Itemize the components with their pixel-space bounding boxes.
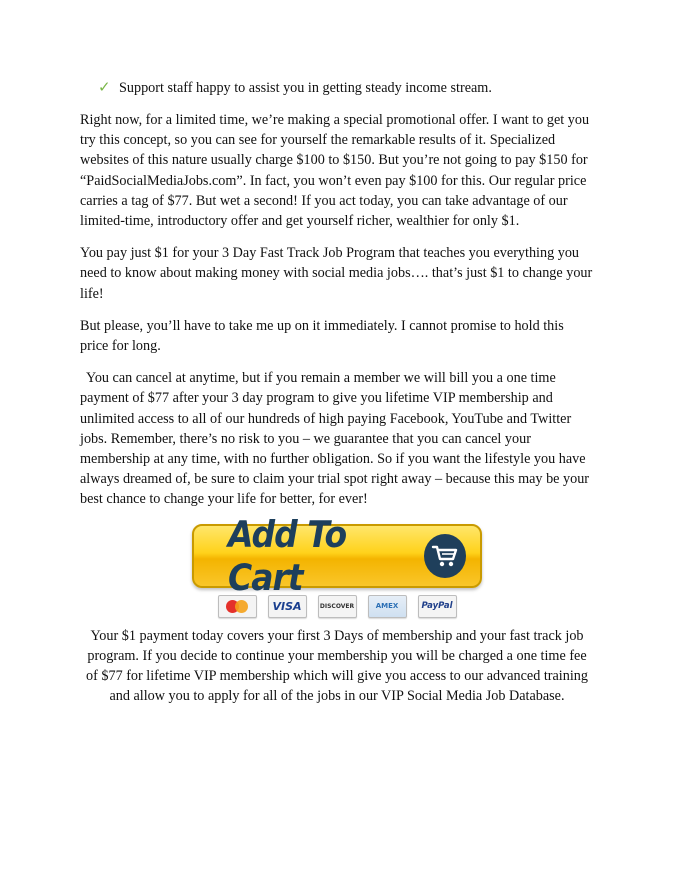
- add-to-cart-label: Add To Cart: [228, 512, 347, 599]
- visa-logo: VISA: [268, 595, 307, 618]
- shopping-cart-icon: [424, 534, 466, 578]
- urgency-paragraph: But please, you’ll have to take me up on it immediately. I cannot promise to hold this price for long.: [80, 317, 564, 355]
- amex-logo: AMEX: [368, 595, 407, 618]
- price-paragraph: You pay just $1 for your 3 Day Fast Track Job Program that teaches you everything you need to know about making money with social media jobs…. that’s just $1 to change your life!: [80, 245, 593, 302]
- paypal-logo: PayPal: [418, 595, 457, 618]
- membership-terms-paragraph: Your $1 payment today covers your first 3 Days of membership and your fast track job program. If you decide to continue your membership you will be charged a one time fee of $77 for lifetime VIP membership which will give you access to our advanced training and allow you to apply for all of the jobs in our VIP Social Media Job Database.: [86, 627, 588, 705]
- add-to-cart-section: [80, 512, 594, 618]
- checkmark-icon: ✓: [98, 80, 111, 96]
- discover-logo: DISCOVER: [318, 595, 357, 618]
- document-page: [80, 78, 594, 718]
- add-to-cart-button[interactable]: [192, 512, 482, 599]
- offer-paragraph: Right now, for a limited time, we’re making a special promotional offer. I want to get you try this concept, so you can see for yourself the remarkable results of it. Specialized websites of this nature usually charge $100 to $150. But you’re not going to pay $150 for “PaidSocialMediaJobs.com”. In fact, you won’t even pay $100 for this. Our regular price carries a tag of $77. But wet a second! If you act today, you can take advantage of our limited-time, introductory offer and get yourself richer, wealthier for only $1.: [80, 112, 590, 230]
- checklist-item-text: Support staff happy to assist you in getting steady income stream.: [119, 80, 492, 96]
- cancellation-paragraph: You can cancel at anytime, but if you remain a member we will bill you a one time payment of $77 after your 3 day program to give you lifetime VIP membership and unlimited access to all of our hundreds of high paying Facebook, YouTube and Twitter jobs. Remember, there’s no risk to you – we guarantee that you can cancel your membership at any time, with no further obligation. So if you want the lifestyle you have always dreamed of, be sure to claim your trial spot right away – because this may be your best chance to change your life for better, for ever!: [80, 370, 590, 508]
- checklist-item: [98, 78, 594, 98]
